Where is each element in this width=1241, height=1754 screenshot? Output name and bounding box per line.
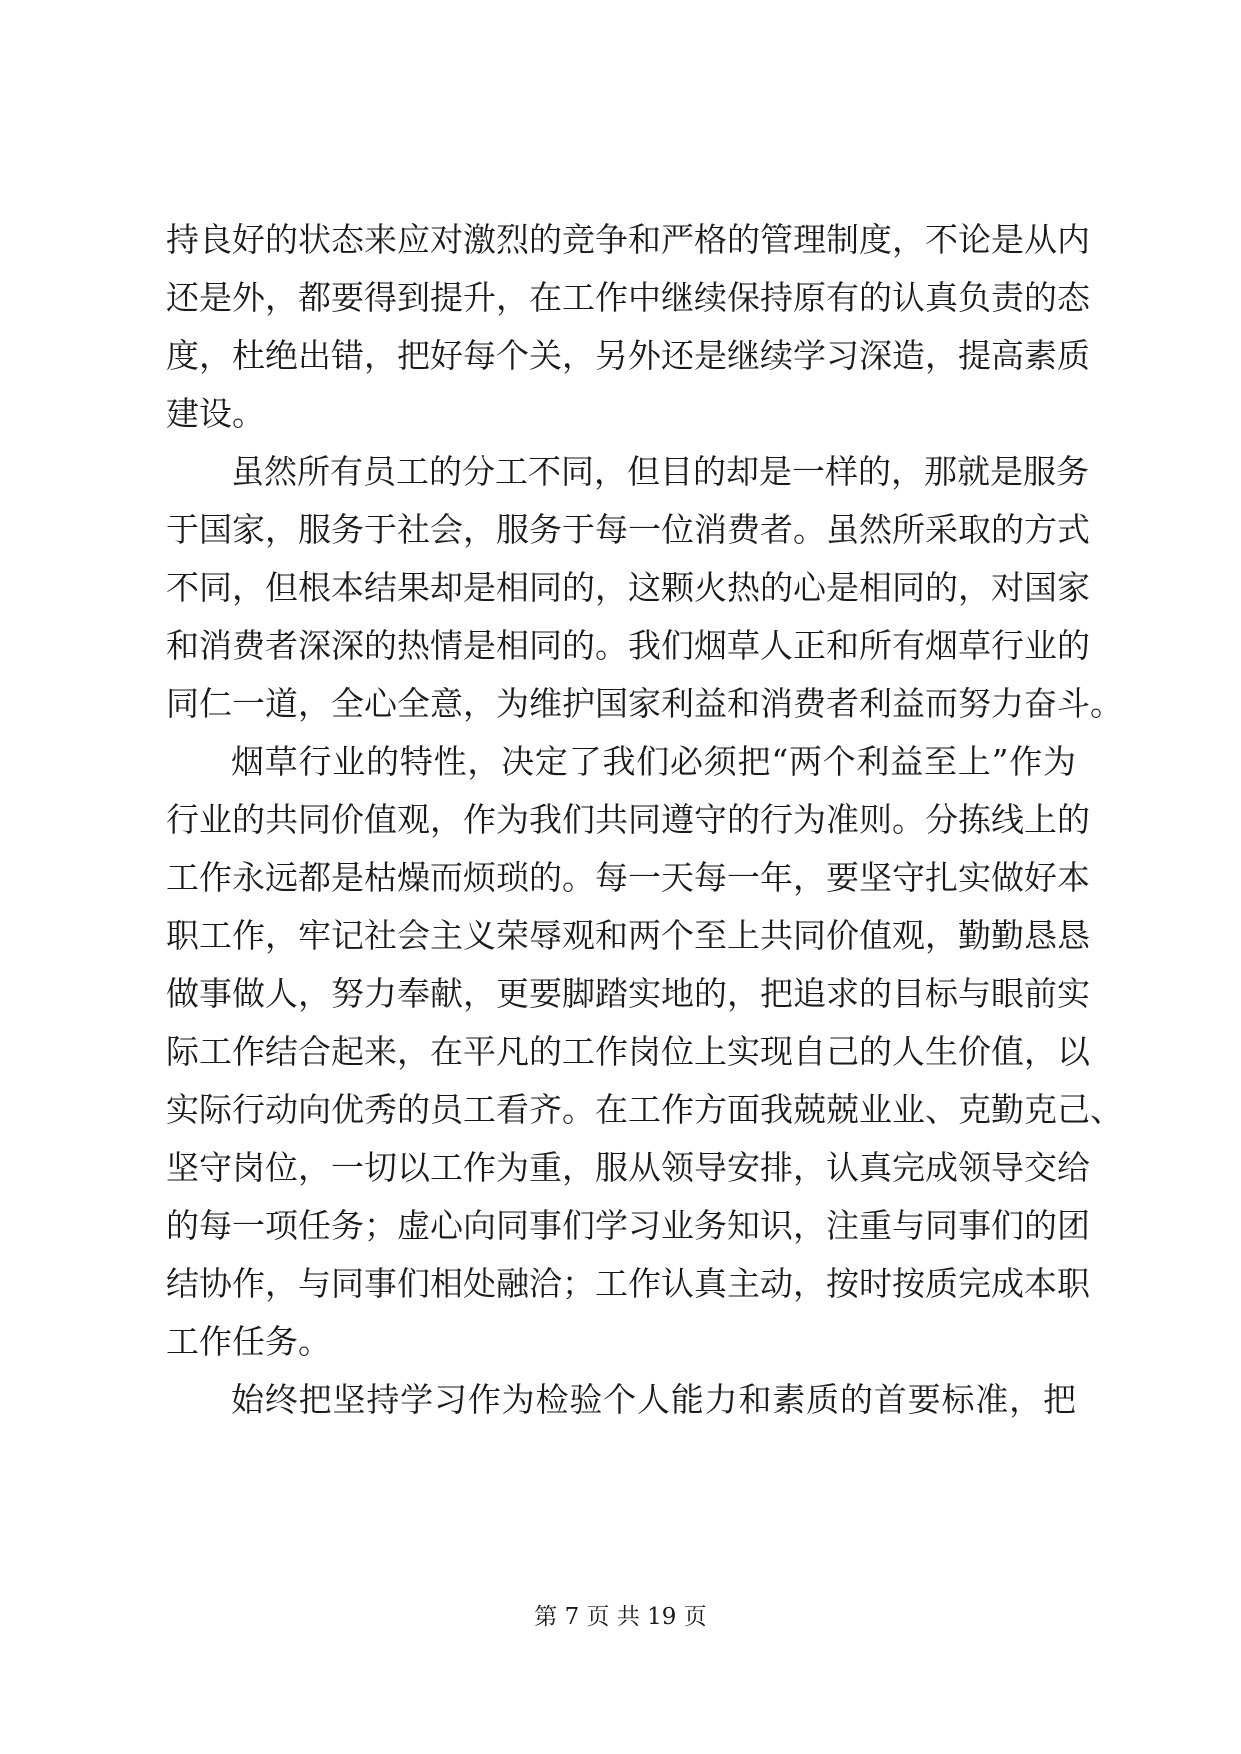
text-line: 实际行动向优秀的员工看齐。在工作方面我兢兢业业、克勤克己、 [166, 1090, 1123, 1129]
text-line: 行业的共同价值观，作为我们共同遵守的行为准则。分拣线上的 [166, 800, 1090, 839]
text-line: 坚守岗位，一切以工作为重，服从领导安排，认真完成领导交给 [166, 1148, 1090, 1187]
text-line: 的每一项任务；虚心向同事们学习业务知识，注重与同事们的团 [166, 1206, 1090, 1245]
text-line: 于国家，服务于社会，服务于每一位消费者。虽然所采取的方式 [166, 510, 1090, 549]
text-line: 同仁一道，全心全意，为维护国家利益和消费者利益而努力奋斗。 [166, 684, 1123, 723]
text-line: 际工作结合起来，在平凡的工作岗位上实现自己的人生价值，以 [166, 1032, 1090, 1071]
text-line: 结协作，与同事们相处融洽；工作认真主动，按时按质完成本职 [166, 1264, 1090, 1303]
page-number-footer: 第 7 页 共 19 页 [534, 1604, 707, 1630]
text-line: 不同，但根本结果却是相同的，这颗火热的心是相同的，对国家 [166, 568, 1090, 607]
paragraph-first-line: 虽然所有员工的分工不同，但目的却是一样的，那就是服务 [231, 452, 1089, 491]
text-line: 建设。 [166, 394, 265, 433]
text-line: 工作永远都是枯燥而烦琐的。每一天每一年，要坚守扎实做好本 [166, 858, 1090, 897]
text-line: 做事做人，努力奉献，更要脚踏实地的，把追求的目标与眼前实 [166, 974, 1090, 1013]
text-line: 职工作，牢记社会主义荣辱观和两个至上共同价值观，勤勤恳恳 [166, 916, 1090, 955]
text-line: 度，杜绝出错，把好每个关，另外还是继续学习深造，提高素质 [166, 336, 1090, 375]
paragraph-first-line: 始终把坚持学习作为检验个人能力和素质的首要标准，把 [231, 1380, 1076, 1419]
text-line: 工作任务。 [166, 1322, 331, 1361]
text-line: 持良好的状态来应对激烈的竞争和严格的管理制度，不论是从内 [166, 220, 1090, 259]
text-line: 和消费者深深的热情是相同的。我们烟草人正和所有烟草行业的 [166, 626, 1090, 665]
text-line: 还是外，都要得到提升，在工作中继续保持原有的认真负责的态 [166, 278, 1090, 317]
paragraph-first-line: 烟草行业的特性，决定了我们必须把“两个利益至上”作为 [231, 742, 1076, 781]
